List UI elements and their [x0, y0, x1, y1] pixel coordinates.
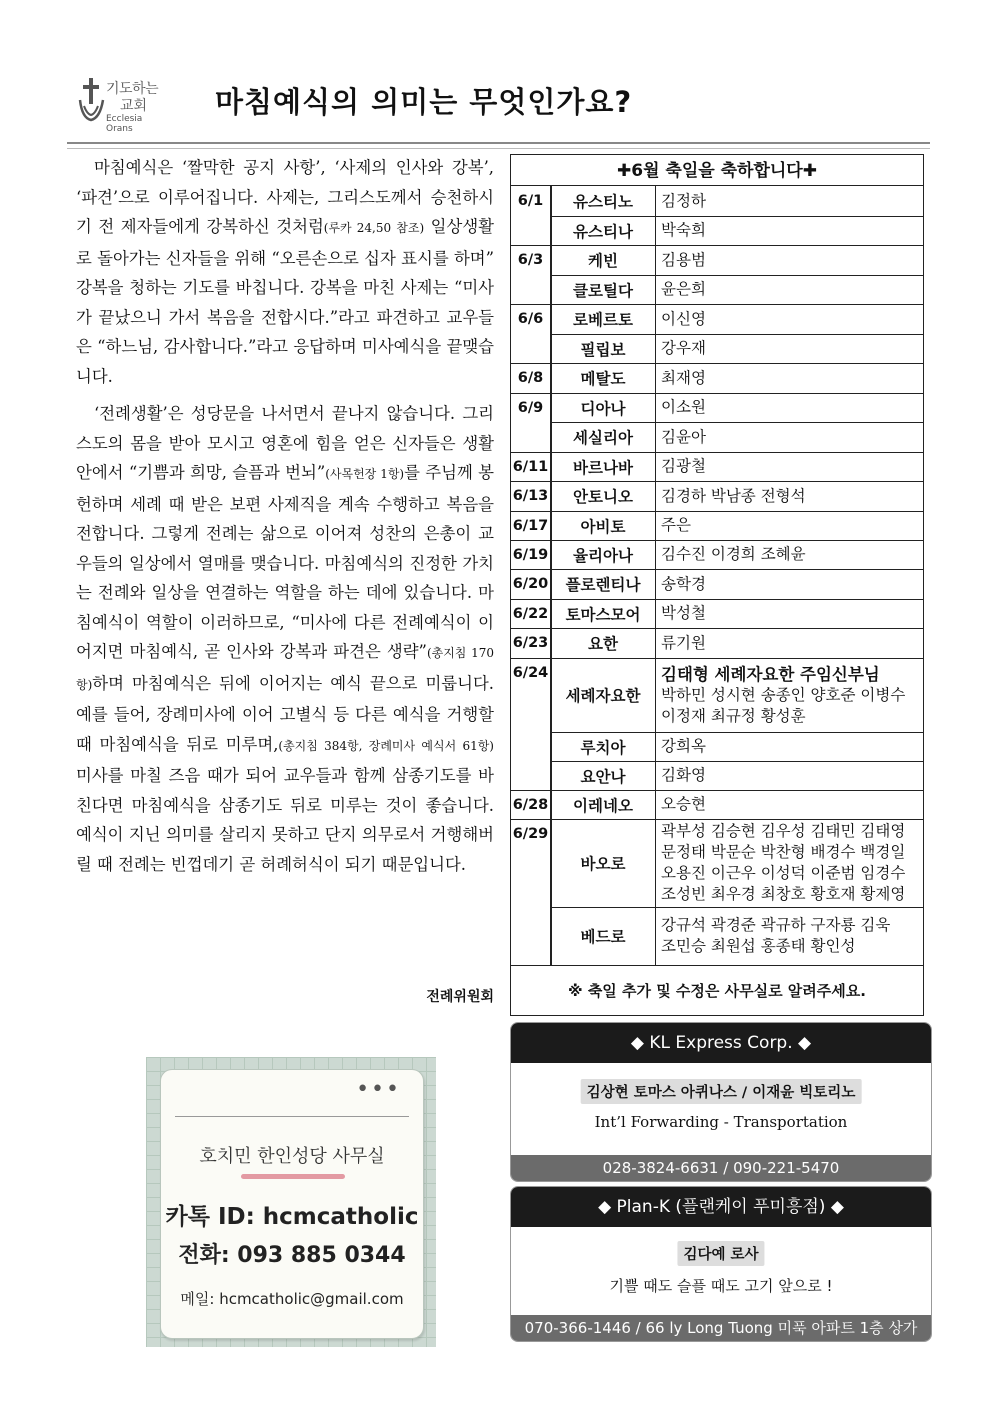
- feast-names: [655, 628, 923, 658]
- feast-saint: 이레네오: [551, 790, 656, 819]
- feast-date: 6/20: [511, 569, 551, 599]
- feast-names: [655, 481, 923, 511]
- feast-names-line: 이신영: [661, 309, 706, 328]
- feast-row: [511, 186, 923, 216]
- feast-saint: 요안나: [551, 761, 656, 790]
- feast-date: 6/17: [511, 511, 551, 540]
- feast-names-line: 오용진 이근우 이성덕 이준범 임경수: [661, 864, 906, 882]
- feast-row: [511, 304, 923, 334]
- feast-names-line: 조민승 최원섭 홍종태 황인성: [661, 937, 856, 955]
- feast-saint: 디아나: [551, 393, 656, 422]
- feast-saint: 루치아: [551, 732, 656, 761]
- feast-names-line: 박숙희: [661, 221, 706, 239]
- feast-names: [655, 216, 923, 245]
- feast-names: [655, 304, 923, 334]
- feast-saint: 토마스모어: [551, 599, 656, 628]
- ad-kl-header: ◆ KL Express Corp. ◆: [511, 1023, 931, 1063]
- feast-date: 6/13: [511, 481, 551, 511]
- feast-date: 6/9: [511, 393, 551, 422]
- feast-date: [511, 761, 551, 790]
- feast-row: [511, 790, 923, 819]
- feast-names-line: 곽부성 김승현 김우성 김태민 김태영: [661, 822, 906, 840]
- page-title: 마침예식의 의미는 무엇인가요?: [215, 85, 633, 119]
- ad-kl-express: [510, 1022, 932, 1182]
- card-divider: [175, 1116, 409, 1117]
- feast-row: [511, 363, 923, 393]
- feast-names-line: 문정태 박문순 박찬형 배경수 백경일: [661, 843, 906, 861]
- cross-hands-icon: [78, 76, 106, 126]
- feast-row: [511, 481, 923, 511]
- feast-date: 6/24: [511, 658, 551, 732]
- feast-row: [511, 393, 923, 422]
- feast-names-line: 김윤아: [661, 427, 706, 446]
- feast-date: 6/1: [511, 186, 551, 216]
- header-divider: [67, 142, 930, 144]
- feast-date: [511, 275, 551, 304]
- feast-row: [511, 732, 923, 761]
- office-email: 메일: hcmcatholic@gmail.com: [180, 1290, 404, 1308]
- feast-names-line: 류기원: [661, 633, 706, 652]
- feast-names: [655, 540, 923, 569]
- feast-names-line: 이소원: [661, 398, 706, 416]
- feast-date: [511, 422, 551, 452]
- feast-names-line: 윤은희: [661, 280, 706, 298]
- feast-table-header: ✚6월 축일을 축하합니다✚: [511, 155, 923, 186]
- feast-date: [511, 732, 551, 761]
- underline-swash: [241, 1174, 345, 1179]
- feast-row: [511, 907, 923, 965]
- feast-date: [511, 216, 551, 245]
- feast-names-line: 김광철: [661, 457, 706, 475]
- logo-text-latin: Ecclesia Orans: [106, 114, 143, 134]
- feast-saint: 안토니오: [551, 481, 656, 511]
- date-column-border: [551, 186, 552, 965]
- feast-row: [511, 819, 923, 907]
- feast-date: [511, 907, 551, 965]
- feast-row: [511, 599, 923, 628]
- feast-names-line: 최재영: [661, 368, 706, 387]
- feast-row: [511, 334, 923, 363]
- feast-names-line: 이정재 최규정 황성훈: [661, 706, 806, 725]
- feast-names: [655, 819, 923, 907]
- feast-names-line: 강우재: [661, 339, 706, 357]
- feast-saint: 바오로: [551, 819, 656, 907]
- feast-names: [655, 732, 923, 761]
- header-divider-thin: [67, 148, 930, 149]
- logo-text-line2: 교회: [120, 98, 148, 114]
- feast-row: [511, 275, 923, 304]
- feast-saint: 세례자요한: [551, 658, 656, 732]
- ad-kl-tagline: Int’l Forwarding - Transportation: [594, 1113, 848, 1131]
- feast-names-line: 박성철: [661, 604, 706, 622]
- feast-names: [655, 452, 923, 481]
- feast-row: [511, 245, 923, 275]
- feast-names-line: 김경하 박남종 전형석: [661, 486, 806, 505]
- feast-row: [511, 422, 923, 452]
- feast-names-line: 김화영: [661, 766, 706, 784]
- feast-names-line: 강희옥: [661, 737, 706, 755]
- feast-table-note: ※ 축일 추가 및 수정은 사무실로 알려주세요.: [511, 965, 923, 1016]
- feast-names-highlight: 김태형 세례자요한 주임신부님: [661, 664, 880, 684]
- ad-plan-k: [510, 1186, 932, 1342]
- feast-names: [655, 761, 923, 790]
- feast-names: [655, 569, 923, 599]
- feast-row: [511, 216, 923, 245]
- office-title: 호치민 한인성당 사무실: [199, 1146, 385, 1167]
- feast-date: 6/19: [511, 540, 551, 569]
- feast-names-line: 오승현: [661, 795, 706, 813]
- article-signature: 전례위원회: [426, 989, 494, 1005]
- feast-saint: 베드로: [551, 907, 656, 965]
- feast-names: [655, 393, 923, 422]
- ad-plank-tagline: 기쁠 때도 슬플 때도 고기 앞으로 !: [609, 1277, 833, 1295]
- church-logo: [78, 76, 168, 134]
- feast-names: [655, 790, 923, 819]
- feast-saint: 유스티노: [551, 186, 656, 216]
- feast-date: 6/3: [511, 245, 551, 275]
- office-phone: 전화: 093 885 0344: [178, 1243, 406, 1268]
- feast-names: [655, 907, 923, 965]
- feast-saint: 아비토: [551, 511, 656, 540]
- feast-saint: 메탈도: [551, 363, 656, 393]
- feast-saint: 세실리아: [551, 422, 656, 452]
- feast-date: 6/8: [511, 363, 551, 393]
- feast-saint: 요한: [551, 628, 656, 658]
- feast-row: [511, 658, 923, 732]
- office-contact-card: [146, 1057, 436, 1347]
- feast-row: [511, 761, 923, 790]
- ad-kl-people: 김상현 토마스 아퀴나스 / 이재윤 빅토리노: [581, 1079, 862, 1104]
- feast-day-table: [510, 154, 924, 1016]
- kakao-id: 카톡 ID: hcmcatholic: [165, 1204, 419, 1230]
- feast-date: [511, 334, 551, 363]
- feast-names: [655, 245, 923, 275]
- article-paragraph-2: ‘전례생활’은 성당문을 나서면서 끝나지 않습니다. 그리스도의 몸을 받아 모시고 영혼에 힘을 얻은 신자들은 생활 안에서 “기쁨과 희망, 슬픔과 번뇌”(사목헌장 1항)를 주님께 봉헌하며 세례 때 받은 보편 사제직을 계속 수행하고 복음을 전합니다. 그렇게 전례는 삶으로 이어져 성찬의 은총이 교우들의 일상에서 열매를 맺습니다. 마침예식의 진정한 가치는 전례와 일상을 연결하는 역할을 하는 데에 있습니다. 마침예식이 역할이 이러하므로, “미사에 다른 전례예식이 이어지면 마침예식, 곧 인사와 강복과 파견은 생략”(총지침 170항)하며 마침예식은 뒤에 이어지는 예식 끝으로 미룹니다. 예를 들어, 장례미사에 이어 고별식 등 다른 예식을 거행할 때 마침예식을 뒤로 미루며,(총지침 384항, 장례미사 예식서 61항) 미사를 마칠 즈음 때가 되어 교우들과 함께 삼종기도를 바친다면 마침예식을 삼종기도 뒤로 미루는 것이 좋습니다. 예식이 지닌 의미를 살리지 못하고 단지 의무로서 거행해버릴 때 전례는 빈껍데기 곧 허례허식이 되기 때문입니다.: [76, 404, 494, 874]
- feast-names: [655, 599, 923, 628]
- feast-date: 6/23: [511, 628, 551, 658]
- feast-names: [655, 363, 923, 393]
- article-body: [76, 153, 494, 879]
- feast-saint: 유스티나: [551, 216, 656, 245]
- feast-saint: 플로렌티나: [551, 569, 656, 599]
- feast-names-line: 송학경: [661, 574, 706, 593]
- feast-saint: 필립보: [551, 334, 656, 363]
- feast-date: 6/28: [511, 790, 551, 819]
- feast-names: [655, 511, 923, 540]
- feast-names: [655, 658, 923, 732]
- feast-date: 6/11: [511, 452, 551, 481]
- article-paragraph-1: 마침예식은 ‘짤막한 공지 사항’, ‘사제의 인사와 강복’, ‘파견’으로 이루어집니다. 사제는, 그리스도께서 승천하시기 전 제자들에게 강복하신 것처럼(루카 24,50 참조) 일상생활로 돌아가는 신자들을 위해 “오른손으로 십자 표시를 하며” 강복을 청하는 기도를 바칩니다. 강복을 마친 사제는 “미사가 끝났으니 가서 복음을 전합시다.”라고 파견하고 교우들은 “하느님, 감사합니다.”라고 응답하며 미사예식을 끝맺습니다.: [76, 158, 495, 386]
- feast-saint: 케빈: [551, 245, 656, 275]
- logo-text-line1: 기도하는: [106, 81, 159, 97]
- feast-saint: 로베르토: [551, 304, 656, 334]
- ad-kl-phones: 028-3824-6631 / 090-221-5470: [511, 1155, 931, 1181]
- feast-row: [511, 569, 923, 599]
- feast-names-line: 주은: [661, 516, 691, 534]
- feast-date: 6/22: [511, 599, 551, 628]
- feast-names: [655, 422, 923, 452]
- feast-row: [511, 452, 923, 481]
- feast-row: [511, 511, 923, 540]
- feast-names-line: 김수진 이경희 조혜윤: [661, 545, 806, 563]
- feast-date: 6/29: [511, 819, 551, 907]
- feast-names: [655, 186, 923, 216]
- ad-plank-header: ◆ Plan-K (플랜케이 푸미흥점) ◆: [511, 1187, 931, 1227]
- feast-names: [655, 275, 923, 304]
- feast-date: 6/6: [511, 304, 551, 334]
- feast-row: [511, 540, 923, 569]
- feast-names-line: 강규석 곽경준 곽규하 구자룡 김욱: [661, 916, 891, 934]
- ad-plank-address: 070-366-1446 / 66 ly Long Tuong 미푹 아파트 1층 상가: [511, 1315, 931, 1341]
- feast-row: [511, 628, 923, 658]
- more-dots-icon: •••: [356, 1077, 401, 1102]
- feast-names-line: 김용범: [661, 250, 706, 269]
- feast-names: [655, 334, 923, 363]
- feast-saint: 바르나바: [551, 452, 656, 481]
- feast-names-line: 조성빈 최우경 최창호 황호재 황제영: [661, 885, 906, 903]
- feast-names-line: 박하민 성시현 송종인 양호준 이병수: [661, 685, 906, 704]
- feast-names-line: 김정하: [661, 191, 706, 210]
- office-card-inner: [160, 1069, 424, 1339]
- ad-plank-person: 김다예 로사: [677, 1241, 764, 1266]
- feast-saint: 율리아나: [551, 540, 656, 569]
- feast-saint: 클로틸다: [551, 275, 656, 304]
